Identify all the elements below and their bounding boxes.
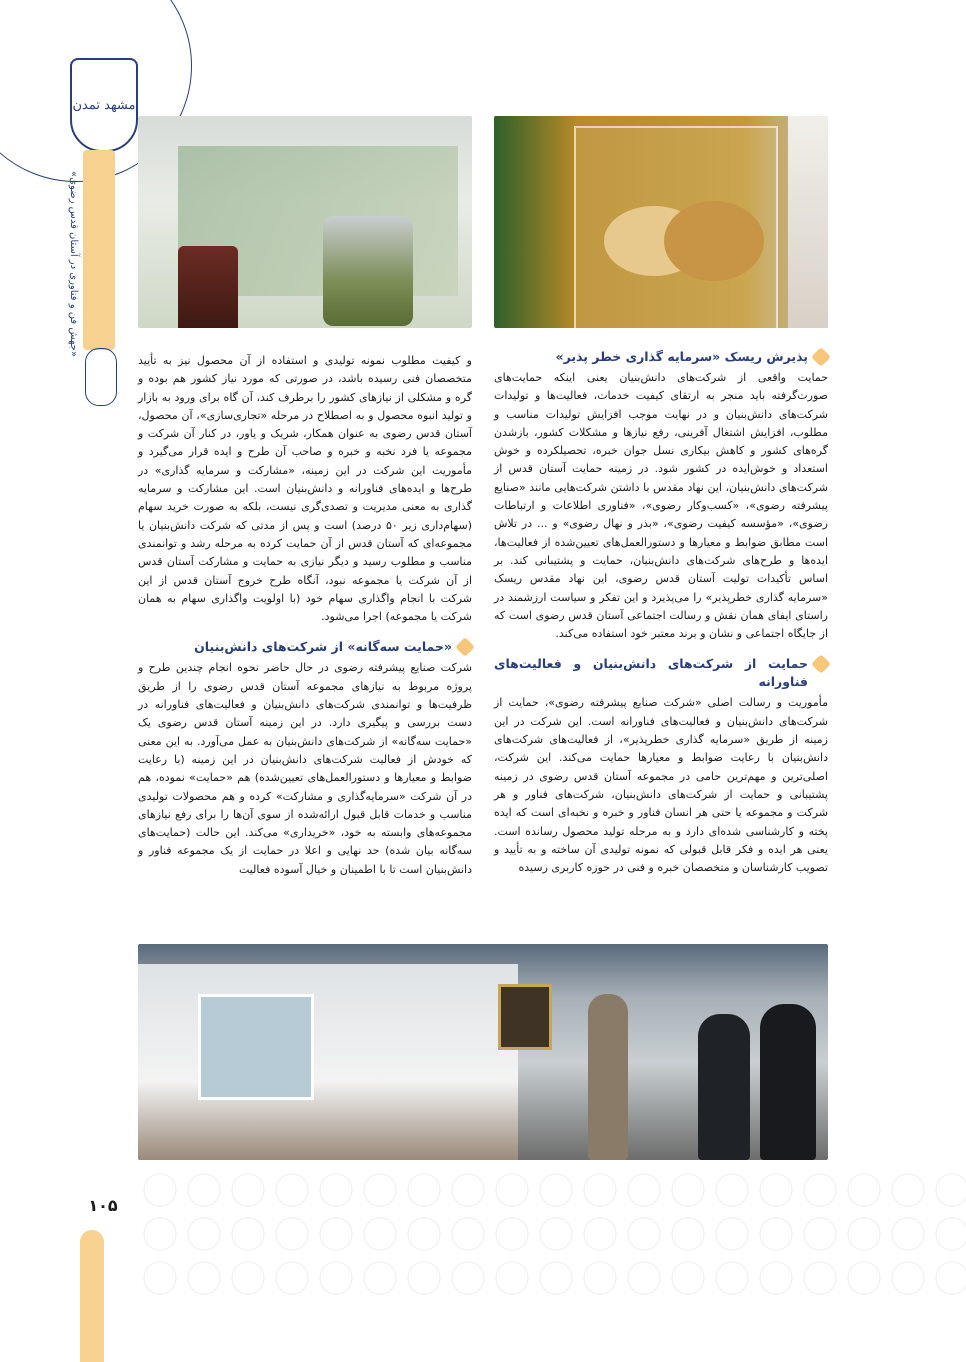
paragraph-support-knowledge-based: مأموریت و رسالت اصلی «شرکت صنایع پیشرفته رضوی»، حمایت از شرکت‌های دانش‌بنیان و فعالیت‌های فناورانه است. این شرکت در این زمینه از طریق «سرمایه گذاری خطرپذیر»، از فعالیت‌های شرکت‌های دانش‌بنیان با رعایت ضوابط و معیارها حمایت می‌کند. این شرکت، اصلی‌ترین و مهم‌ترین حامی در مجموعه آستان قدس رضوی در زمینه پشتیبانی و حمایت از شرکت‌های دانش‌بنیان، شرکت‌های فناور و هر شرکت و مجموعه یا حتی هر انسان فناور و خبره و نخبه‌ای است که ایده پخته و کارشناسی شده‌ای دارد و به مرحله تولید محصول رسانده است. یعنی هر ایده و فکر قابل قبولی که نمونه تولیدی آن ساخته و به تأیید و تصویب کارشناسان و متخصصان خبره و فنی در حوزه کاربری رسیده	[494, 696, 828, 875]
heading-triple-support: «حمایت سه‌گانه» از شرکت‌های دانش‌بنیان	[138, 638, 472, 656]
paragraph-risk-acceptance: حمایت واقعی از شرکت‌های دانش‌بنیان یعنی اینکه حمایت‌های صورت‌گرفته باید منجر به ارتقای کیفیت خدمات، فعالیت‌ها و تولیدات شرکت‌های دانش‌بنیان و در نهایت موجب افزایش تولیدات مناسب و مطلوب، افزایش اشتغال آفرینی، رفع نیازها و مشکلات کشور، بازشدن گره‌های کشور و کاهش بیکاری نسل جوان خبره، تحصیلکرده و خوش استعداد و خوش‌ایده در کشور شود. در زمینه حمایت آستان قدس از شرکت‌های دانش‌بنیان، این نهاد مقدس با داشتن شرکت‌هایی مانند «صنایع پیشرفته رضوی»، «کسب‌وکار رضوی»، «فناوری اطلاعات و ارتباطات رضوی»، «مؤسسه کیفیت رضوی»، «بذر و نهال رضوی» و ... در تلاش است مطابق ضوابط و معیارها و دستورالعمل‌های تعیین‌شده از فعالیت‌ها، ایده‌ها و طرح‌های شرکت‌های دانش‌بنیان، حمایت و پشتیبانی کند. بر اساس تأکیدات تولیت آستان قدس رضوی، این نهاد مقدس ریسک «سرمایه گذاری خطرپذیر» را می‌پذیرد و این تفکر و سیاست ارزشمند در راستای ایفای همان نقش و رسالت اجتماعی آستان قدس رضوی است که از جایگاه اجتماعی و نشان و برند معتبر خود استفاده می‌کند.	[494, 371, 828, 641]
photo-exhibition	[138, 944, 828, 1160]
photo-bread-display	[494, 116, 828, 328]
paragraph-triple-support: شرکت صنایع پیشرفته رضوی در حال حاضر نحوه انجام چندین طرح و پروژه مربوط به نیازهای مجموعه آستان قدس رضوی را از طریق ظرفیت‌ها و توانمندی شرکت‌های دانش‌بنیان و فعالیت‌های فناورانه در دست بررسی و پیگیری دارد. در این زمینه آستان قدس رضوی یک «حمایت سه‌گانه» از شرکت‌های دانش‌بنیان به عمل می‌آورد. به این معنی که خودش از فعالیت شرکت‌های دانش‌بنیان در این زمینه (با رعایت ضوابط و معیارها و دستورالعمل‌های تعیین‌شده) هم «حمایت» نموده، هم در آن شرکت «سرمایه‌گذاری و مشارکت» کرده و هم محصولات تولیدی مناسب و خدمات قابل قبول ارائه‌شده از سوی آن‌ها را برای رفع نیازهای مجموعه‌های وابسته به خود، «خریداری» می‌کند. این حالت (حمایت‌های سه‌گانه بیان شده) حد نهایی و اعلا در حمایت از یک مجموعه فناور و دانش‌بنیان است تا با اطمینان و خیال آسوده فعالیت	[138, 661, 472, 876]
section-title-band	[83, 150, 115, 350]
ornament-icon	[85, 348, 117, 406]
logo-text: مشهد تمدن	[72, 97, 136, 113]
photo-saffron-products	[138, 116, 472, 328]
article-column-left	[138, 352, 472, 879]
section-title: «جهش فن و فناوری در آستان قدس رضوی»	[68, 171, 79, 357]
page-tab	[80, 1230, 104, 1362]
heading-support-knowledge-based: حمایت از شرکت‌های دانش‌بنیان و فعالیت‌های فناورانه	[494, 655, 828, 691]
heading-risk-acceptance: پذیرش ریسک «سرمایه گذاری خطر پذیر»	[494, 348, 828, 366]
article-column-right	[494, 346, 828, 877]
sidebar	[0, 0, 136, 1362]
paragraph-continuation: و کیفیت مطلوب نمونه تولیدی و استفاده از آن محصول نیز به تأیید متخصصان فنی رسیده باشد، در صورتی که مورد نیاز کشور هم بوده و گره و مشکلی از نیازهای کشور را برطرف کند، آن گاه برای ورود به بازار و تولید انبوه محصول و به اصطلاح در مرحله «تجاری‌سازی»، آن محصول، آستان قدس رضوی به عنوان همکار، شریک و یاور، در کنار آن شرکت و مجموعه یا فرد نخبه و خبره و صاحب آن طرح و ایده قرار می‌گیرد و مأموریت این شرکت در این زمینه، «مشارکت و سرمایه گذاری» در طرح‌ها و ایده‌های فناورانه و دانش‌بنیان است. این مشارکت و سرمایه گذاری به معنی مدیریت و تصدی‌گری نیست، بلکه به صورت خرید سهام (سهام‌داری زیر ۵۰ درصد) است و پس از مدتی که شرکت دانش‌بنیان یا مجموعه‌ای که آستان قدس از آن حمایت کرده به مرحله رشد و توانمندی مناسب و مطلوب رسید و دیگر نیازی به حمایت و مشارکت آستان قدس از آن شرکت یا مجموعه نبود، آنگاه طرح خروج آستان قدس از این شرکت با انجام واگذاری سهام خود (با اولویت واگذاری سهام به همان شرکت یا مجموعه) اجرا می‌شود.	[138, 354, 472, 624]
page-number: ۱۰۵	[88, 1196, 118, 1215]
decorative-pattern	[138, 1168, 966, 1298]
magazine-logo	[70, 58, 138, 152]
